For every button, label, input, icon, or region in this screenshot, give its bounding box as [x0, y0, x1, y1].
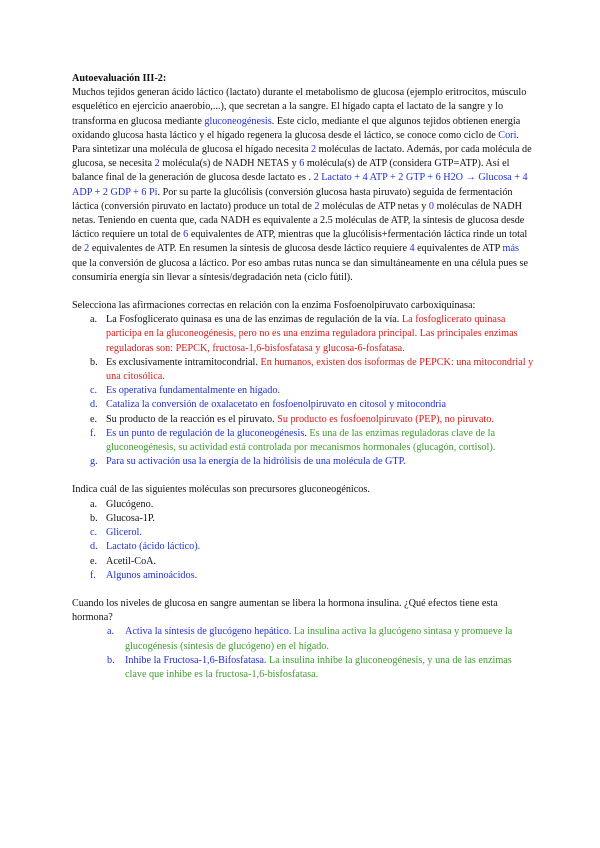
- text: . Por su parte la glucólisis (conversión glucosa hasta piruvato) seguida de fermentación láctica (conversión piruvato en lactato) produce un total de: [72, 186, 513, 212]
- text: .: [516, 129, 519, 141]
- option-letter: b.: [107, 654, 115, 666]
- answer-glycolysis-atp: 2: [314, 200, 320, 212]
- option-letter: b.: [90, 512, 98, 524]
- question-pepck-prompt: Selecciona las afirmaciones correctas en relación con la enzima Fosfoenolpiruvato carboxiquinasa:: [72, 300, 476, 312]
- option-g[interactable]: [72, 455, 534, 469]
- balance-paragraph: [72, 143, 534, 285]
- option-text: Su producto de la reacción es el piruvato.: [106, 413, 278, 425]
- answer-glycolysis-nadh: 0: [428, 200, 435, 212]
- option-a[interactable]: [72, 625, 534, 653]
- text: que la conversión de glucosa a láctico. Por eso ambas rutas nunca se dan simultáneamente en una célula pues se consumiría energía sin llevar a síntesis/degradación neta (ciclo fútil).: [72, 257, 529, 283]
- option-text: Activa la síntesis de glucógeno hepático.: [125, 626, 294, 638]
- option-letter: b.: [90, 356, 98, 368]
- page-title: Autoevaluación III-2:: [72, 73, 167, 84]
- option-text: Algunos aminoácidos.: [106, 569, 198, 581]
- answer-gluconeogenesis: gluconeogénesis: [204, 115, 272, 127]
- text: moléculas de ATP netas y: [319, 200, 429, 212]
- option-text: Cataliza la conversión de oxalacetato en fosfoenolpiruvato en citosol y mitocondria: [106, 399, 447, 411]
- question-precursors-prompt: Indica cuál de las siguientes moléculas son precursores gluconeogénicos.: [72, 484, 370, 496]
- option-a[interactable]: [72, 313, 534, 356]
- option-letter: c.: [90, 385, 98, 397]
- question-insulin-prompt: Cuando los niveles de glucosa en sangre aumentan se libera la hormona insulina. ¿Qué efectos tiene esta hormona?: [72, 597, 498, 624]
- feedback-wrong: Su producto es fosfoenolpiruvato (PEP), no piruvato.: [277, 413, 494, 425]
- feedback-wrong: La fosfoglicerato quinasa participa en la gluconeogénesis, pero no es una enzima reguladora principal. Las principales enzimas reguladoras son: PEPCK, fructosa-1,6-bisfosfatasa y glucosa-6-fosfatasa.: [106, 314, 518, 354]
- answer-lactate-count: 2: [311, 144, 317, 156]
- option-letter: f.: [90, 427, 96, 439]
- option-b[interactable]: [72, 654, 534, 682]
- option-b[interactable]: [72, 512, 534, 526]
- option-text: Es un punto de regulación de la gluconeogénesis.: [106, 427, 310, 439]
- answer-more: más: [502, 243, 519, 255]
- text: equivalentes de ATP. En resumen la síntesis de glucosa desde láctico requiere: [89, 243, 410, 255]
- option-b[interactable]: [72, 356, 534, 384]
- cori-paragraph: [72, 86, 534, 143]
- option-letter: e.: [90, 555, 98, 567]
- text: equivalentes de ATP, mientras que la glucólisis+fermentación láctica rinde un total de: [72, 229, 528, 255]
- text: molécula(s) de NADH NETAS y: [159, 158, 300, 170]
- feedback-correct: La insulina activa la glucógeno sintasa y promueve la glucogénesis (síntesis de glucógeno) en el hígado.: [125, 626, 513, 652]
- option-c[interactable]: [72, 384, 534, 398]
- text: equivalentes de ATP: [414, 243, 503, 255]
- text: molécula(s) de ATP (considera GTP=ATP). Así el balance final de la generación de glucosa desde lactato es .: [72, 158, 510, 184]
- option-letter: c.: [90, 527, 98, 539]
- option-letter: e.: [90, 413, 98, 425]
- text: . Este ciclo, mediante el que algunos tejidos obtienen energía oxidando glucosa hasta láctico y el hígado regenera la glucosa desde el láctico, se conoce como ciclo de: [72, 115, 521, 141]
- feedback-wrong: En humanos, existen dos isoformas de PEPCK: una mitocondrial y una citosólica.: [106, 356, 534, 383]
- option-letter: d.: [90, 541, 98, 553]
- option-text: Inhibe la Fructosa-1,6-Bifosfatasa.: [125, 654, 269, 666]
- option-e[interactable]: [72, 555, 534, 569]
- answer-balance-equation: 2 Lactato + 4 ATP + 2 GTP + 6 H2O → Glucosa + 4 ADP + 2 GDP + 6 Pi: [72, 172, 528, 198]
- option-text: La Fosfoglicerato quinasa es una de las enzimas de regulación de la vía.: [106, 314, 402, 326]
- option-letter: f.: [90, 569, 96, 581]
- option-letter: d.: [90, 399, 98, 411]
- option-text: Es exclusivamente intramitocondrial.: [106, 356, 261, 368]
- option-text: Lactato (ácido láctico).: [106, 541, 201, 553]
- text: moléculas de lactato. Además, por cada molécula de glucosa, se necesita: [72, 144, 532, 170]
- answer-total-atp-synthesis: 6: [183, 229, 189, 241]
- text: Muchos tejidos generan ácido láctico (lactato) durante el metabolismo de glucosa (ejemplo eritrocitos, músculo esquelético en ejercicio anaerobio,...), que secretan a la sangre. El hígado capta el lactato de la sangre y lo transforma en glucosa mediante: [72, 87, 527, 127]
- answer-total-atp-glycolysis: 2: [84, 243, 90, 255]
- answer-atp-count: 6: [299, 158, 305, 170]
- text: moléculas de NADH netas. Teniendo en cuenta que, cada NADH es equivalente a 2.5 moléculas de ATP, la síntesis de glucosa desde láctico requiere un total de: [72, 200, 525, 241]
- option-letter: g.: [90, 456, 98, 468]
- answer-cori: Cori: [498, 129, 517, 141]
- option-d[interactable]: [72, 398, 534, 412]
- option-letter: a.: [90, 314, 98, 326]
- answer-nadh-count: 2: [154, 158, 160, 170]
- text: Para sintetizar una molécula de glucosa el hígado necesita: [72, 144, 312, 156]
- option-f[interactable]: [72, 569, 534, 583]
- option-d[interactable]: [72, 540, 534, 554]
- option-f[interactable]: [72, 427, 534, 455]
- question-insulin-options: [72, 625, 534, 682]
- feedback-correct: Es una de las enzimas reguladoras clave de la gluconeogénesis, su actividad está controlada por mecanismos hormonales (glucagón, cortisol).: [106, 427, 496, 454]
- option-a[interactable]: [72, 498, 534, 512]
- option-text: Glicerol.: [106, 527, 142, 539]
- feedback-correct: La insulina inhibe la gluconeogénesis, y una de las enzimas clave que inhibe es la fructosa-1,6-bisfosfatasa.: [125, 654, 512, 680]
- option-text: Es operativa fundamentalmente en hígado.: [106, 385, 280, 397]
- option-text: Glucógeno.: [106, 498, 154, 510]
- option-letter: a.: [90, 498, 98, 510]
- option-text: Acetil-CoA.: [106, 555, 157, 567]
- option-text: Para su activación usa la energía de la hidrólisis de una molécula de GTP.: [106, 456, 406, 468]
- question-pepck-options: [72, 313, 534, 469]
- option-c[interactable]: [72, 526, 534, 540]
- option-e[interactable]: [72, 413, 534, 427]
- question-precursors-options: [72, 498, 534, 583]
- option-letter: a.: [107, 626, 115, 638]
- document-page: [72, 72, 534, 682]
- option-text: Glucosa-1P.: [106, 512, 155, 524]
- answer-atp-difference: 4: [409, 243, 415, 255]
